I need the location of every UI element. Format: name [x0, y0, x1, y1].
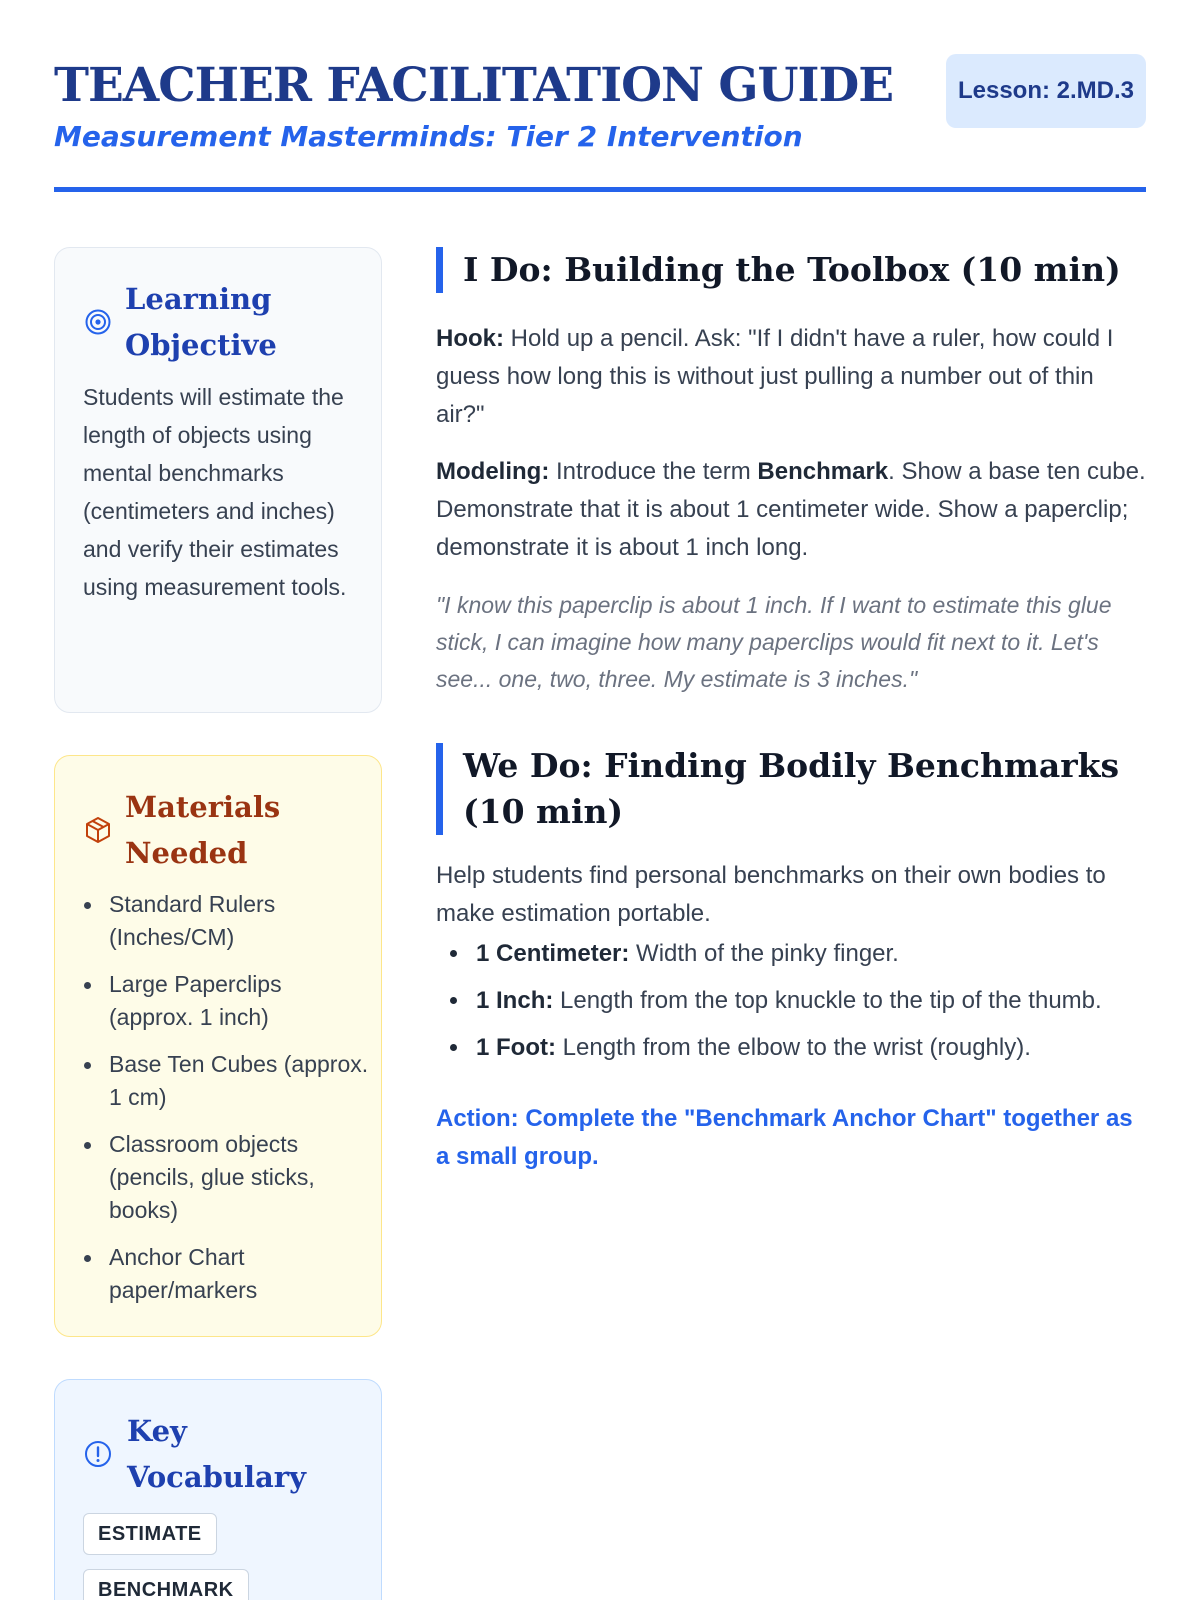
material-item: Standard Rulers (Inches/CM) — [109, 888, 369, 954]
hook-paragraph — [436, 320, 1146, 434]
we-do-intro: Help students find personal benchmarks on their own bodies to make estimation portable. — [436, 862, 1106, 927]
lesson-badge: Lesson: 2.MD.3 — [946, 54, 1146, 128]
materials-list — [109, 888, 369, 1321]
benchmark-text: Length from the elbow to the wrist (roughly). — [555, 1034, 1031, 1061]
learning-objective-card — [54, 247, 382, 713]
benchmark-text: Length from the top knuckle to the tip of the thumb. — [553, 987, 1102, 1014]
page-subtitle: Measurement Masterminds: Tier 2 Intervention — [54, 120, 803, 153]
header-divider — [54, 187, 1146, 192]
vocabulary-card — [54, 1379, 382, 1600]
info-circle-icon — [83, 1439, 113, 1469]
action-callout: Action: Complete the "Benchmark Anchor Chart" together as a small group. — [436, 1105, 1133, 1170]
benchmark-item — [476, 930, 1146, 977]
box-icon — [83, 815, 113, 845]
benchmark-list — [476, 930, 1146, 1071]
page-title: TEACHER FACILITATION GUIDE — [54, 58, 894, 113]
learning-objective-title: Learning Objective — [125, 282, 277, 362]
materials-title: Materials Needed — [125, 790, 281, 870]
material-item: Base Ten Cubes (approx. 1 cm) — [109, 1048, 369, 1114]
learning-objective-text: Students will estimate the length of objects using mental benchmarks (centimeters and inches) and verify their estimates using measurement tools. — [83, 384, 347, 600]
material-item: Anchor Chart paper/markers — [109, 1241, 369, 1307]
material-item: Large Paperclips (approx. 1 inch) — [109, 968, 369, 1034]
material-item: Classroom objects (pencils, glue sticks, books) — [109, 1128, 369, 1227]
target-icon — [83, 307, 113, 337]
materials-header — [83, 784, 325, 876]
modeling-term: Benchmark — [757, 458, 889, 485]
vocabulary-header — [83, 1408, 327, 1500]
vocabulary-title: Key Vocabulary — [127, 1414, 306, 1494]
modeling-text-post: . Show a base ten cube. Demonstrate that it is about 1 centimeter wide. Show a paperclip; demonstrate it is about 1 inch long. — [436, 458, 1146, 561]
we-do-heading: We Do: Finding Bodily Benchmarks (10 min) — [436, 743, 1146, 835]
modeling-label: Modeling: — [436, 458, 550, 485]
vocab-tag: BENCHMARK — [83, 1569, 249, 1600]
benchmark-item — [476, 977, 1146, 1024]
learning-objective-header — [83, 276, 325, 368]
materials-card — [54, 755, 382, 1337]
hook-label: Hook: — [436, 325, 504, 352]
hook-text: Hold up a pencil. Ask: "If I didn't have a ruler, how could I guess how long this is without just pulling a number out of thin air?" — [436, 325, 1114, 428]
benchmark-item — [476, 1024, 1146, 1071]
modeling-paragraph — [436, 453, 1146, 567]
benchmark-text: Width of the pinky finger. — [629, 940, 899, 967]
benchmark-label: 1 Foot: — [476, 1034, 556, 1061]
benchmark-label: 1 Centimeter: — [476, 940, 630, 967]
vocab-tag: ESTIMATE — [83, 1513, 217, 1555]
benchmark-label: 1 Inch: — [476, 987, 554, 1014]
i-do-heading: I Do: Building the Toolbox (10 min) — [436, 247, 1146, 293]
modeling-text-pre: Introduce the term — [549, 458, 758, 485]
teacher-think-aloud-quote: "I know this paperclip is about 1 inch. If I want to estimate this glue stick, I can imagine how many paperclips would fit next to it. Let's see... one, two, three. My estimate is 3 inches." — [436, 592, 1112, 692]
